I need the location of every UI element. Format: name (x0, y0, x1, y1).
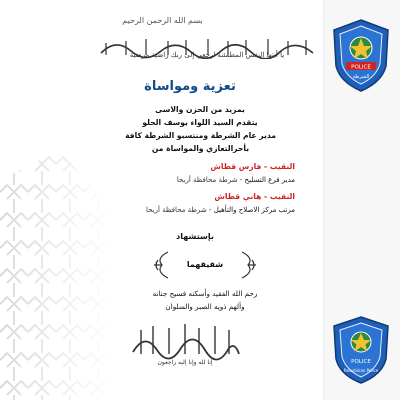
svg-text:POLICE: POLICE (351, 359, 371, 365)
svg-text:الشرطة: الشرطة (352, 74, 370, 80)
geometric-pattern (0, 150, 112, 400)
verse-text: يا أيتها النفس المطمئنة ارجعي إلى ربك راضية مرضية (129, 51, 285, 59)
mourner-2-name: النقيب - هاني قطاش (214, 192, 295, 201)
basmala: بسم الله الرحمن الرحيم (122, 16, 203, 25)
closing-verse-text: إنا لله وإنا إليه راجعون (157, 359, 213, 366)
page-title: تعزية ومواساة (144, 79, 236, 94)
mourner-1-position: مدير فرع التسليح - شرطة محافظة أريحا (176, 176, 295, 184)
prayer-line-1: رحم الله الفقيد وأسكنه فسيح جنانه (152, 289, 258, 298)
prayer-line-2: وألهم ذويه الصبر والسلوان (165, 302, 245, 311)
condolence-line: بأحرالتعازي والمواساة من (151, 144, 250, 153)
ornament-left (152, 250, 170, 280)
svg-text:Palestinian Police: Palestinian Police (343, 368, 379, 373)
closing-verse-calligraphy (125, 318, 245, 366)
quran-verse-calligraphy (96, 33, 318, 59)
mourner-1-name: النقيب - فارس قطاش (210, 162, 295, 171)
org-line: مدير عام الشرطة ومنتسبو الشرطة كافة (125, 131, 276, 140)
mourner-2-position: مرتب مركز الاصلاح والتأهيل - شرطة محافظة أريحا (146, 206, 295, 214)
sender-line: يتقدم السيد اللواء يوسف الحلو (142, 118, 258, 127)
martyrdom-label: بإستشهاد (176, 232, 214, 241)
police-logo-top (330, 18, 392, 93)
police-logo-bottom (330, 315, 392, 385)
ornament-right (240, 250, 258, 280)
svg-text:POLICE: POLICE (351, 64, 371, 71)
deceased-label: شقيقهما (186, 260, 224, 269)
intro-line: بمزيد من الحزن والاسى (155, 105, 245, 114)
